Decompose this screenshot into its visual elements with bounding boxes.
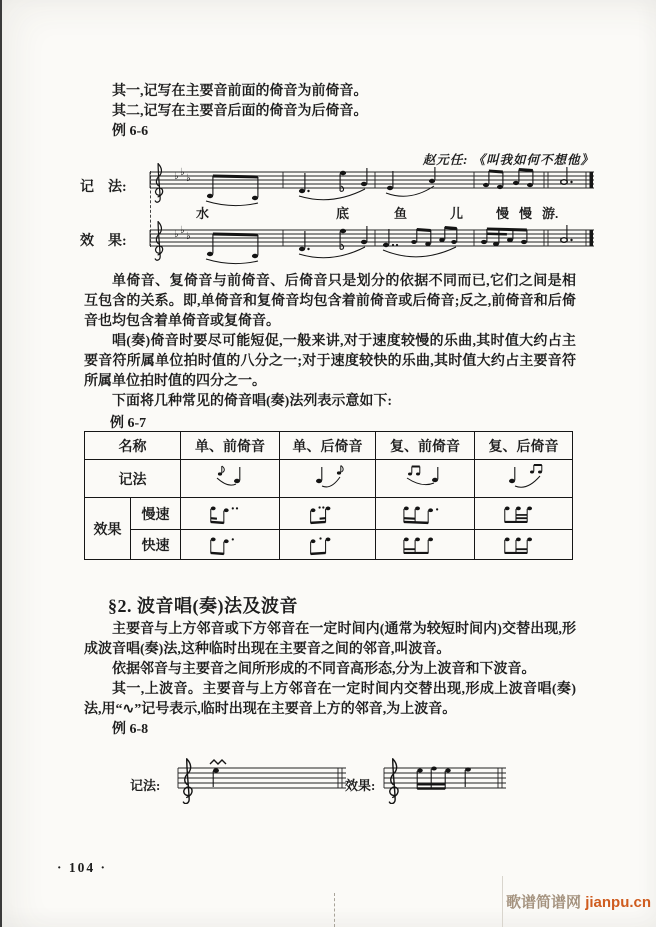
mordent-icon: [210, 760, 226, 764]
paragraph-2: 唱(奏)倚音时要尽可能短促,一般来讲,对于速度较慢的乐曲,其时值大约占主要音符所属单位拍时值的八分之一;对于速度较快的乐曲,其时值大约占主要音符所属单位拍时值的四分之一。: [84, 334, 576, 389]
section2-paragraph-2: 依据邻音与主要音之间所形成的不同音高形态,分为上波音和下波音。: [112, 662, 536, 677]
watermark-site-url: jianpu.cn: [585, 894, 652, 911]
notation-single-back: [280, 460, 376, 498]
notation-double-front: [376, 460, 475, 498]
notation-double-back: [475, 460, 573, 498]
effect-fast-single-back: [280, 530, 376, 560]
lyric-syllable: 游.: [542, 206, 559, 221]
intro-line-1: 其一,记写在主要音前面的倚音为前倚音。: [112, 84, 368, 99]
beamed-notes-icon: [393, 500, 457, 528]
notation-row-label: 记法: [85, 460, 181, 498]
dotted-half-notehead: [561, 238, 568, 243]
example-6-6-label: 例 6-6: [112, 124, 149, 139]
lyric-syllable: 慢: [519, 206, 533, 221]
key-signature-flats: [174, 225, 191, 242]
svg-text:♭: ♭: [174, 171, 179, 182]
example-6-8-label: 例 6-8: [112, 722, 149, 737]
svg-text:♭: ♭: [180, 225, 185, 236]
section2-paragraph-1: 主要音与上方邻音或下方邻音在一定时间内(通常为较短时间内)交替出现,形成波音唱(奏)法,这种临时出现在主要音之间的邻音,叫波音。: [84, 622, 576, 657]
lyric-syllable: 底: [336, 206, 350, 221]
treble-clef-icon: [155, 222, 162, 261]
scan-artifact-dash: [334, 893, 335, 927]
dotted-half-notehead: [561, 180, 568, 185]
effect-slow-single-front: [181, 498, 280, 530]
lyric-syllable: 儿: [450, 206, 464, 221]
treble-clef-icon: [389, 759, 398, 804]
intro-block: [84, 82, 576, 142]
ex68-effect-label: 效果:: [345, 778, 376, 793]
composer-attribution: 赵元任: 《叫我如何不想他》: [422, 153, 594, 167]
effect-fast-double-back: [475, 530, 573, 560]
page-number: · 104 ·: [57, 860, 108, 875]
staff-notation-example-6-8: [172, 756, 352, 804]
notation-staff-label: 记 法:: [80, 180, 127, 195]
beamed-notes-icon: [492, 531, 556, 559]
effect-slow-single-back: [280, 498, 376, 530]
watermark: [506, 891, 651, 912]
watermark-site-name: 歌谱简谱网: [506, 894, 582, 911]
beamed-notes-icon: [492, 500, 556, 528]
header-col-3: 复、前倚音: [376, 432, 475, 460]
effect-slow-row: [85, 498, 573, 530]
effect-fast-single-front: [181, 530, 280, 560]
lyric-syllable: 水: [196, 206, 210, 221]
main-paragraphs: [84, 272, 576, 412]
lyric-syllable: 慢: [496, 206, 510, 221]
ornament-table: [84, 431, 573, 560]
beamed-notes-icon: [393, 531, 457, 559]
treble-clef-icon: [183, 759, 192, 804]
effect-row-label: 效果: [85, 498, 131, 560]
section-2-heading: §2. 波音唱(奏)法及波音: [108, 596, 298, 616]
paragraph-3: 下面将几种常见的倚音唱(奏)法列表示意如下:: [112, 394, 392, 409]
table-header-row: [85, 432, 573, 460]
grace-note-front-double-icon: [395, 464, 455, 494]
beamed-notes-icon: [298, 531, 358, 559]
notehead: [213, 768, 219, 772]
grace-note-back-double-icon: [494, 464, 554, 494]
header-col-1: 单、前倚音: [181, 432, 280, 460]
final-barline: [590, 172, 594, 188]
staff-effect-example-6-8: [380, 756, 512, 804]
notation-single-front: [181, 460, 280, 498]
slurs-staff2: [206, 247, 456, 264]
beamed-notes-icon: [298, 500, 358, 528]
header-col-2: 单、后倚音: [280, 432, 376, 460]
beamed-notes-icon: [200, 531, 260, 559]
effect-slow-double-front: [376, 498, 475, 530]
scan-artifact-line: [502, 876, 503, 927]
header-name: 名称: [85, 432, 181, 460]
effect-fast-double-front: [376, 530, 475, 560]
header-col-4: 复、后倚音: [475, 432, 573, 460]
ex68-notation-label: 记法:: [130, 778, 161, 793]
svg-text:♭: ♭: [174, 229, 179, 240]
example-6-7-label: 例 6-7: [110, 416, 147, 431]
final-barline: [590, 230, 594, 246]
intro-line-2: 其二,记写在主要音后面的倚音为后倚音。: [112, 104, 368, 119]
svg-text:♭: ♭: [180, 167, 185, 178]
paragraph-1: 单倚音、复倚音与前倚音、后倚音只是划分的依据不同而已,它们之间是相互包含的关系。即,单倚音和复倚音均包含着前倚音或后倚音;反之,前倚音和后倚音也均包含着单倚音或复倚音。: [84, 274, 576, 329]
staff-effect-example-6-6: [136, 218, 596, 276]
key-signature-flats: [174, 167, 191, 184]
ornament-table-wrap: [84, 431, 573, 560]
svg-text:♭: ♭: [186, 231, 191, 242]
section2-paragraph-3: 其一,上波音。主要音与上方邻音在一定时间内交替出现,形成上波音唱(奏)法,用“∿”记号表示,临时出现在主要音上方的邻音,为上波音。: [84, 682, 576, 717]
svg-text:♭: ♭: [186, 173, 191, 184]
treble-clef-icon: [155, 164, 162, 203]
grace-note-front-single-icon: [200, 464, 260, 494]
grace-note-back-single-icon: [298, 464, 358, 494]
slow-label: 慢速: [131, 498, 181, 530]
beamed-notes-icon: [200, 500, 260, 528]
effect-slow-double-back: [475, 498, 573, 530]
fast-label: 快速: [131, 530, 181, 560]
effect-staff-label: 效 果:: [80, 234, 127, 249]
section-2-paragraphs: [84, 620, 576, 740]
lyric-syllable: 鱼: [394, 206, 408, 221]
effect-fast-row: [85, 530, 573, 560]
notation-row: [85, 460, 573, 498]
